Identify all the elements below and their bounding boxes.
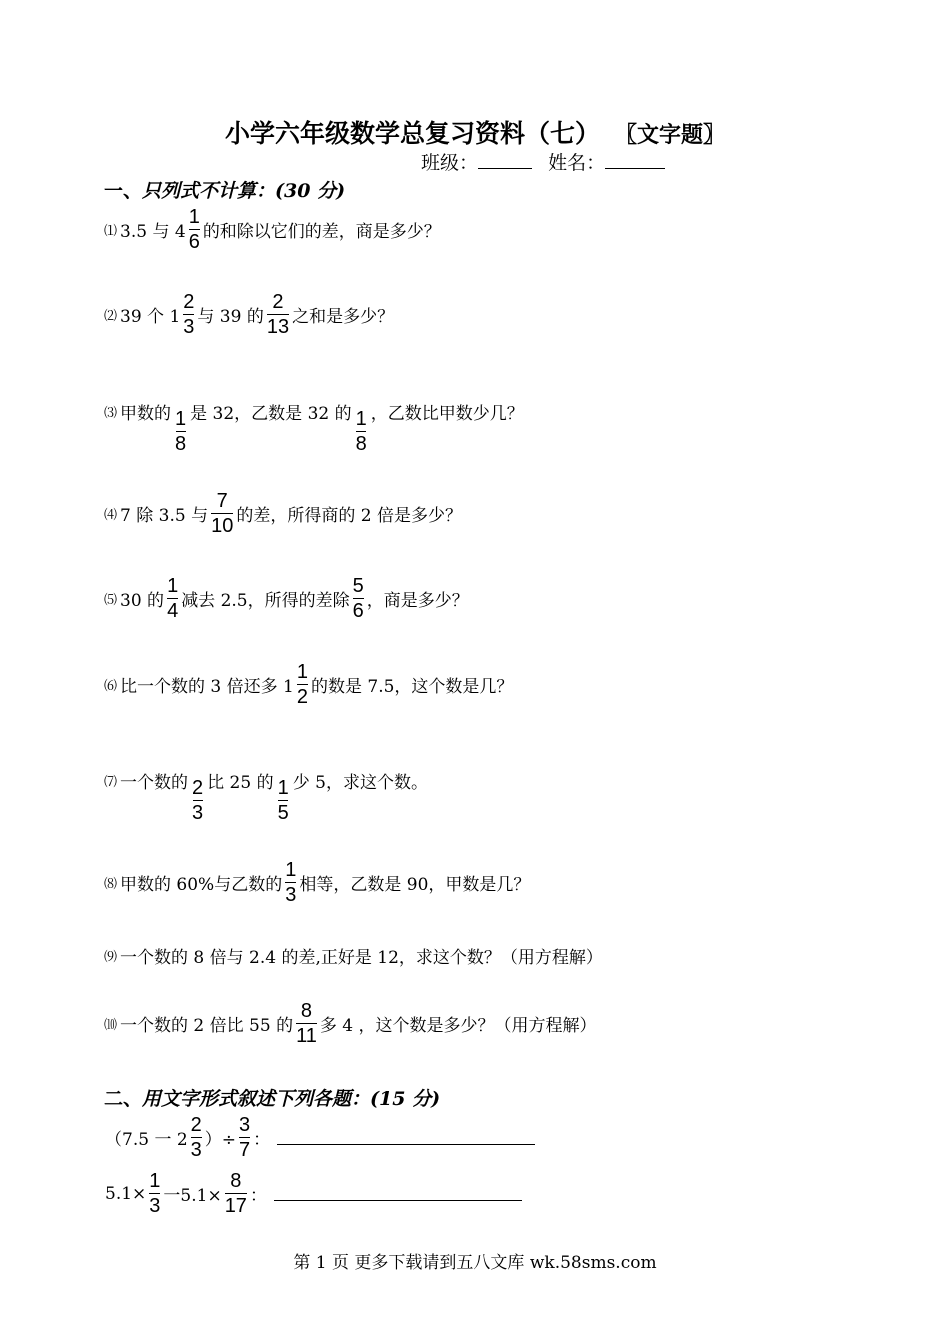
section1-heading: 一、只列式不计算：(30 分) — [104, 180, 346, 202]
section2-heading: 二、用文字形式叙述下列各题：(15 分) — [104, 1088, 441, 1110]
page-title — [0, 114, 950, 150]
expression-2: 5.1× $\frac{1}{3}$ 一5.1× $\frac{8}{17}$ ： — [104, 1170, 522, 1217]
fraction: $\frac{2}{13}$ — [266, 291, 290, 339]
class-label: 班级： — [421, 152, 479, 174]
name-blank[interactable] — [605, 154, 665, 169]
fraction: 1 8 — [355, 408, 367, 456]
question-10: ⑽ 一个数的 2 倍比 55 的 $\frac{8}{11}$ 多 4 ，这个数是多少？（用方程解） — [104, 1000, 597, 1048]
fraction: 1 8 — [175, 408, 187, 456]
question-4: ⑷ 7 除 3.5 与 $\frac{7}{10}$ 的差，所得商的 2 倍是多少？ — [104, 490, 462, 538]
fraction: $\frac{7}{10}$ — [211, 490, 234, 538]
fraction: $\frac{1}{6}$ — [188, 206, 200, 254]
question-2: ⑵ 39 个 1 $\frac{2}{3}$ 与 39 的 $\frac{2}{13}$ 之和是多少？ — [104, 291, 395, 339]
fraction: $\frac{2}{3}$ — [190, 1114, 202, 1162]
fraction: $\frac{8}{11}$ — [296, 1000, 317, 1048]
question-1: ⑴ 3.5 与 4 $\frac{1}{6}$ 的和除以它们的差，商是多少？ — [104, 206, 441, 254]
fraction: $\frac{1}{3}$ — [149, 1170, 161, 1218]
fraction: $\frac{8}{17}$ — [224, 1170, 247, 1218]
fraction: $\frac{3}{7}$ — [239, 1114, 251, 1162]
name-label: 姓名： — [548, 152, 606, 174]
question-8: ⑻ 甲数的 60%与乙数的 $\frac{1}{3}$ 相等，乙数是 90，甲数是几？ — [104, 859, 531, 907]
fraction: $\frac{1}{2}$ — [296, 661, 308, 709]
question-3: ⑶ 甲数的 1 8 是 32，乙数是 32 的 1 8 ，乙数比甲数少几？ — [104, 404, 524, 456]
fraction: $\frac{1}{3}$ — [285, 859, 297, 907]
fraction: $\frac{5}{6}$ — [352, 575, 364, 623]
page-footer: 第 1 页 更多下载请到五八文库 wk.58sms.com — [293, 1253, 657, 1273]
title-tag: 〖文字题〗 — [626, 122, 726, 148]
fraction: $\frac{1}{4}$ — [167, 575, 179, 623]
fraction: 1 5 — [277, 777, 289, 825]
fraction: 2 3 — [192, 777, 204, 825]
answer-line-1[interactable] — [277, 1143, 535, 1145]
question-9: ⑼ 一个数的 8 倍与 2.4 的差,正好是 12，求这个数？（用方程解） — [104, 948, 603, 968]
question-6: ⑹ 比一个数的 3 倍还多 1 $\frac{1}{2}$ 的数是 7.5，这个数是几？ — [104, 661, 514, 709]
fraction: $\frac{2}{3}$ — [183, 291, 195, 339]
class-blank[interactable] — [478, 154, 532, 169]
question-7: ⑺ 一个数的 2 3 比 25 的 1 5 少 5，求这个数。 — [104, 773, 428, 825]
expression-1: （7.5 一 2 $\frac{2}{3}$ ）÷ $\frac{3}{7}$ ： — [104, 1114, 535, 1161]
student-info — [421, 148, 665, 175]
question-5: ⑸ 30 的 $\frac{1}{4}$ 减去 2.5，所得的差除 $\frac{5}{6}$ ，商是多少？ — [104, 575, 469, 623]
title-main: 小学六年级数学总复习资料（七） — [224, 119, 600, 148]
answer-line-2[interactable] — [274, 1199, 522, 1201]
